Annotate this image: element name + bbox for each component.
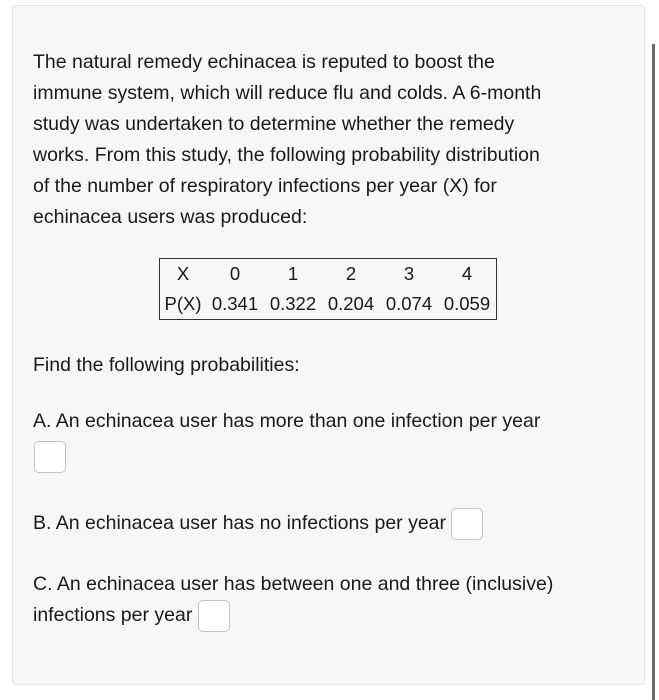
question-b-text: B. An echinacea user has no infections per year bbox=[33, 512, 447, 535]
px-value-cell: 0.204 bbox=[327, 293, 375, 314]
intro-line: of the number of respiratory infections per year (X) for bbox=[33, 175, 497, 197]
intro-line: immune system, which will reduce flu and colds. A 6-month bbox=[33, 82, 542, 104]
px-header-cell: P(X) bbox=[164, 293, 202, 314]
probability-distribution-table bbox=[159, 258, 497, 320]
x-value-cell: 4 bbox=[461, 263, 473, 284]
question-intro bbox=[33, 47, 623, 233]
px-value-cell: 0.341 bbox=[211, 293, 259, 314]
px-value-cell: 0.059 bbox=[443, 293, 491, 314]
answer-c-input[interactable] bbox=[198, 600, 230, 632]
find-instruction: Find the following probabilities: bbox=[33, 354, 300, 376]
intro-line: works. From this study, the following probability distribution bbox=[33, 144, 540, 166]
question-c-text-line1: C. An echinacea user has between one and three (inclusive) bbox=[33, 573, 554, 595]
px-value-cell: 0.074 bbox=[385, 293, 433, 314]
question-c bbox=[33, 569, 553, 632]
x-value-cell: 3 bbox=[403, 263, 415, 284]
x-value-cell: 1 bbox=[287, 263, 299, 284]
intro-line: The natural remedy echinacea is reputed to boost the bbox=[33, 51, 495, 73]
question-a: A. An echinacea user has more than one infection per year bbox=[33, 410, 541, 432]
x-value-cell: 0 bbox=[229, 263, 241, 284]
scrollbar[interactable] bbox=[652, 44, 655, 700]
answer-a-input[interactable] bbox=[34, 441, 66, 473]
x-row bbox=[160, 259, 497, 290]
answer-b-input[interactable] bbox=[451, 508, 483, 540]
question-c-text-line2: infections per year bbox=[33, 604, 193, 627]
question-b bbox=[33, 508, 483, 540]
px-row bbox=[160, 289, 497, 320]
x-header-cell: X bbox=[176, 263, 190, 284]
px-value-cell: 0.322 bbox=[269, 293, 317, 314]
intro-line: echinacea users was produced: bbox=[33, 206, 308, 228]
x-value-cell: 2 bbox=[345, 263, 357, 284]
intro-line: study was undertaken to determine whether the remedy bbox=[33, 113, 515, 135]
